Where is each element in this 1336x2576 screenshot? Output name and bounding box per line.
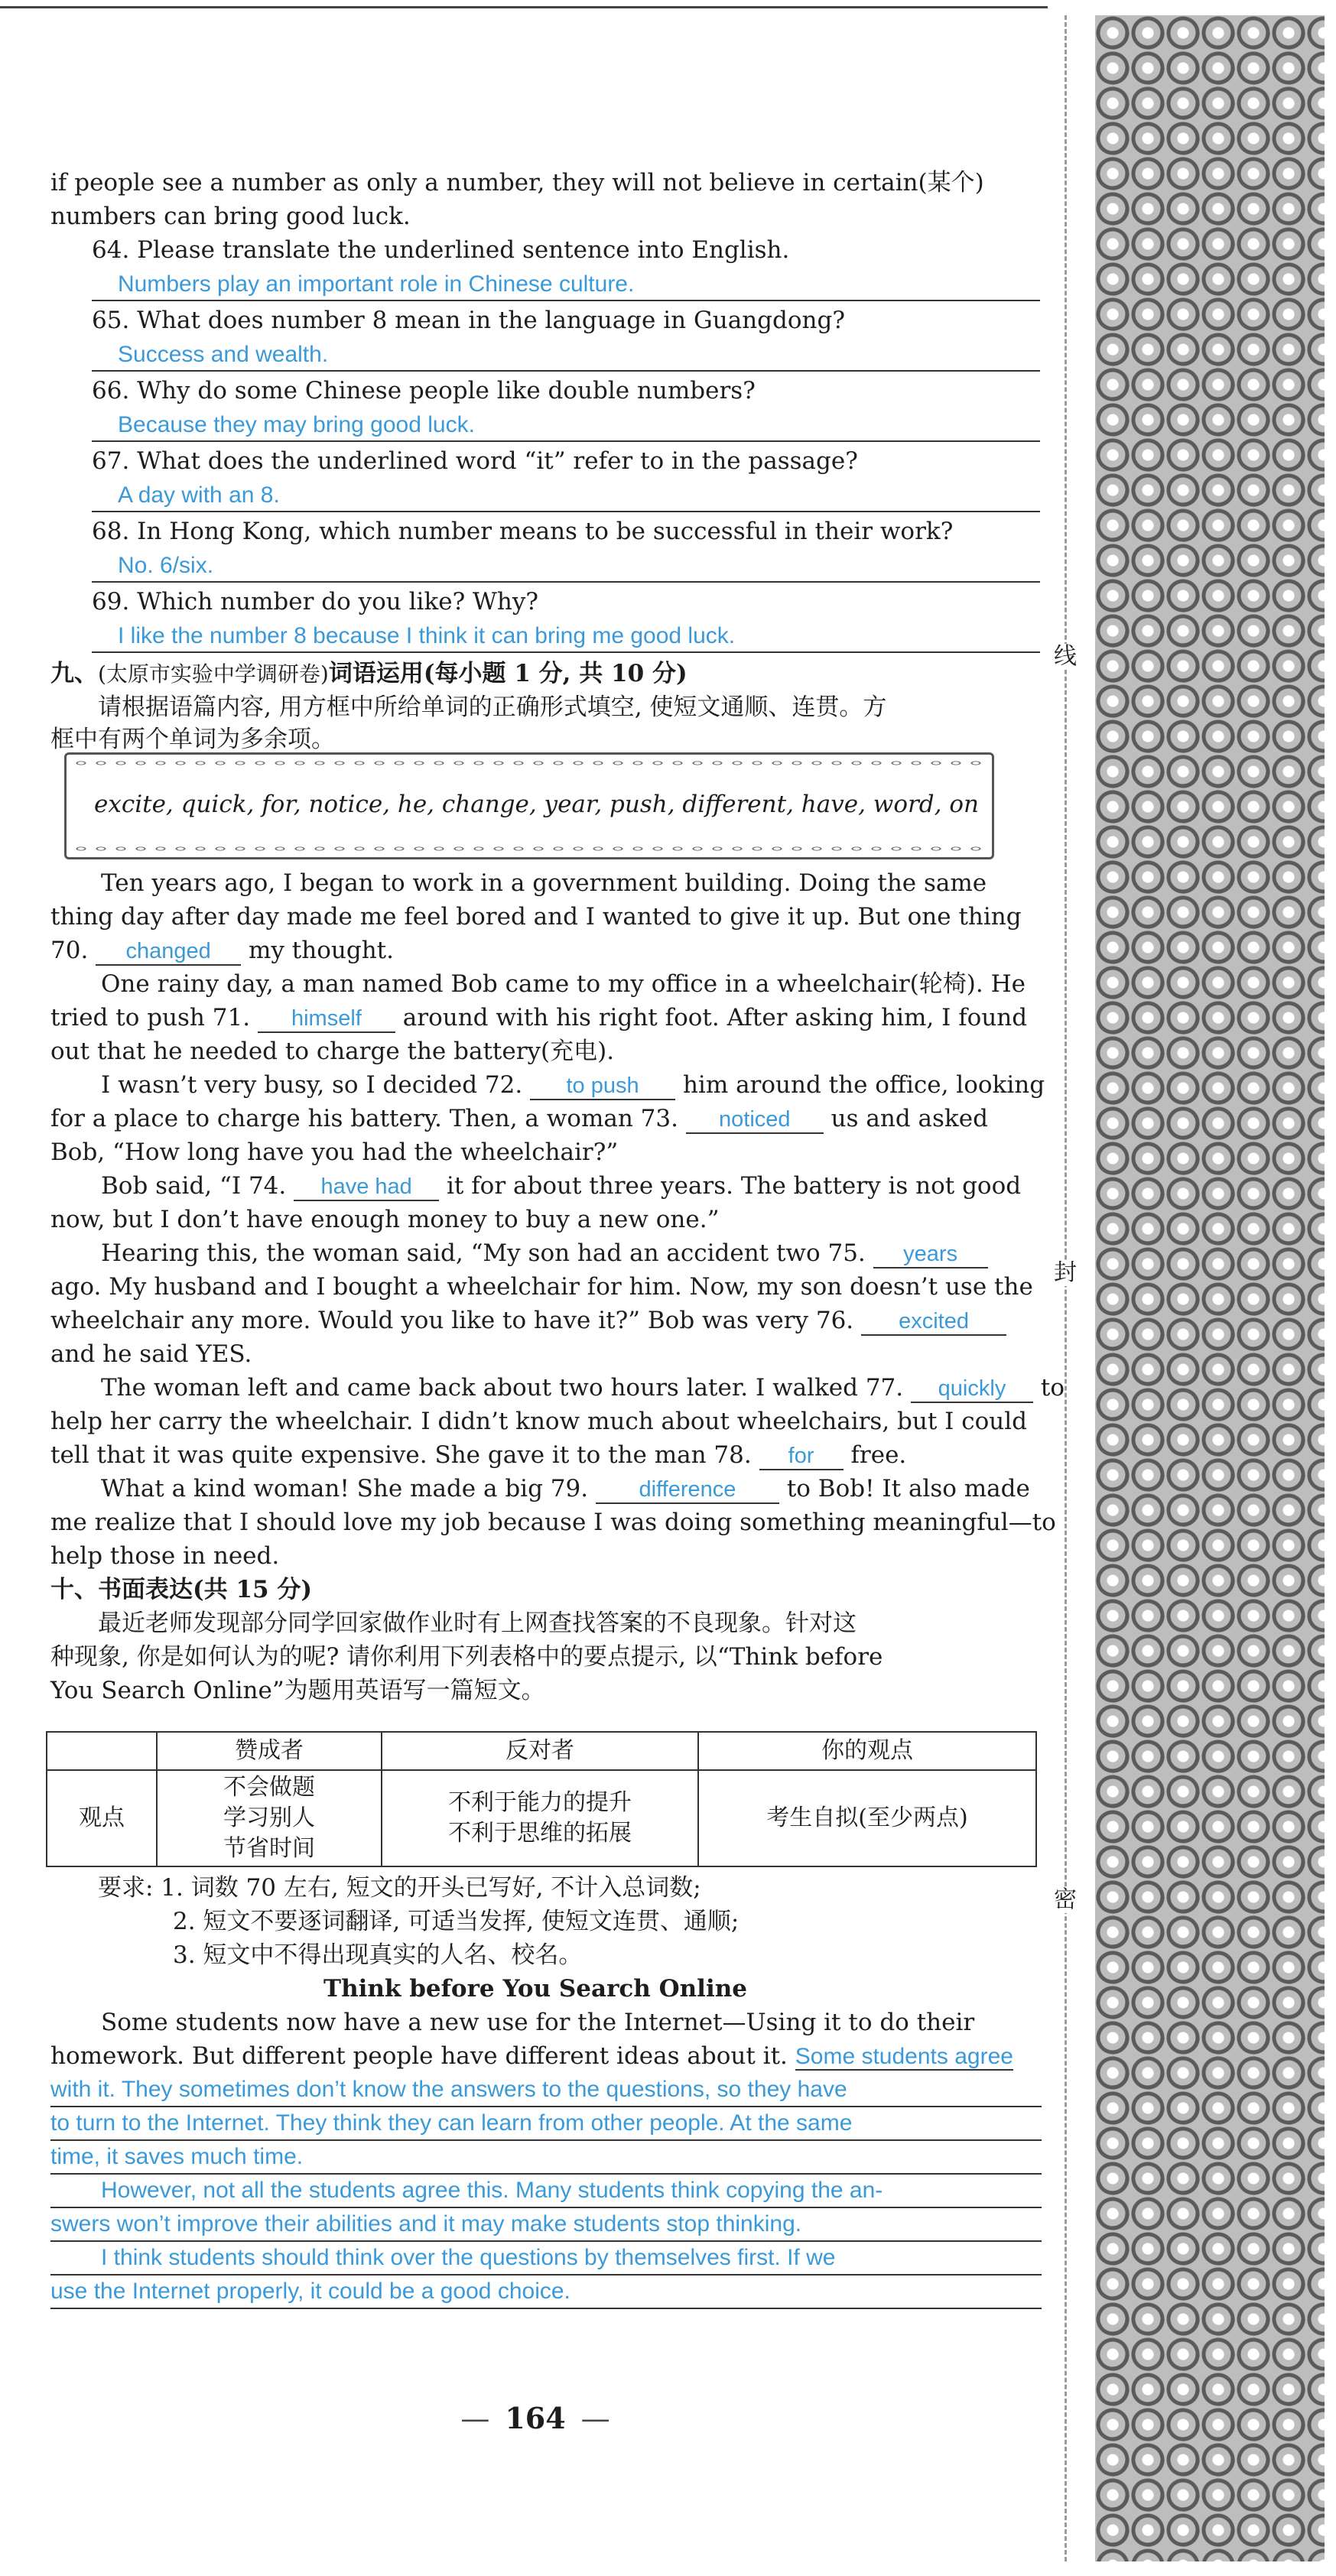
pro-points-cell: 不会做题 学习别人 节省时间: [157, 1770, 382, 1866]
passage-line: Bob, “How long have you had the wheelchair?”: [50, 1139, 619, 1166]
passage-line: thing day after day made me feel bored and I wanted to give it up. But one thing: [50, 903, 1022, 931]
passage-line: help her carry the wheelchair. I didn’t know much about wheelchairs, but I could: [50, 1408, 1028, 1435]
section-10-prompt: 最近老师发现部分同学回家做作业时有上网查找答案的不良现象。针对这: [98, 1610, 857, 1637]
section-10-title: 十、书面表达(共 15 分): [50, 1576, 313, 1603]
requirement-line: 2. 短文不要逐词翻译, 可适当发挥, 使短文连贯、通顺;: [173, 1908, 740, 1935]
table-header-cell: 赞成者: [157, 1732, 382, 1770]
table-row-label: 观点: [47, 1770, 157, 1866]
table-header-cell: [47, 1732, 157, 1770]
essay-answer-line: I think students should think over the questions by themselves first. If we: [50, 2242, 1042, 2276]
passage-line: The woman left and came back about two hours later. I walked 77. quickly to: [101, 1374, 1065, 1402]
answer-67: A day with an 8.: [92, 479, 1040, 512]
table-header-cell: 你的观点: [698, 1732, 1036, 1770]
answer-66: Because they may bring good luck.: [92, 408, 1040, 442]
essay-answer-line: However, not all the students agree this. Many students think copying the an-: [50, 2175, 1042, 2208]
answer-64: Numbers play an important role in Chinese culture.: [92, 268, 1040, 301]
passage-line: out that he needed to charge the battery(充电).: [50, 1038, 615, 1065]
passage-line: Hearing this, the woman said, “My son had an accident two 75. years: [50, 1237, 988, 1269]
word-bank-box: [64, 752, 994, 859]
passage-line: ago. My husband and I bought a wheelchair for him. Now, my son doesn’t use the: [50, 1273, 1033, 1301]
table-row: [47, 1770, 1036, 1866]
essay-answer-line: time, it saves much time.: [50, 2141, 1042, 2175]
answer-65: Success and wealth.: [92, 338, 1040, 372]
blank-75-answer: years: [873, 1241, 988, 1269]
passage-line: tried to push 71. himself around with his right foot. After asking him, I found: [50, 1004, 1028, 1031]
passage-line: help those in need.: [50, 1542, 280, 1570]
essay-answer-line: use the Internet properly, it could be a good choice.: [50, 2276, 1042, 2309]
blank-71-answer: himself: [258, 1005, 395, 1033]
passage-line: What a kind woman! She made a big 79. difference to Bob! It also made: [101, 1475, 1030, 1502]
blank-70-answer: changed: [96, 938, 241, 966]
section-9-instruction: 请根据语篇内容, 用方框中所给单词的正确形式填空, 使短文通顺、连贯。方: [98, 694, 887, 721]
essay-answer-line: with it. They sometimes don’t know the answers to the questions, so they have: [50, 2074, 1042, 2107]
blank-73-answer: noticed: [686, 1106, 824, 1134]
section-9-title: 九、(太原市实验中学调研卷)词语运用(每小题 1 分, 共 10 分): [50, 660, 688, 687]
decorative-pattern-strip: [1095, 15, 1325, 2561]
question-64: 64. Please translate the underlined sentence into English.: [92, 236, 790, 264]
opinion-table: [46, 1731, 1037, 1867]
section-10-prompt: 种现象, 你是如何认为的呢? 请你利用下列表格中的要点提示, 以“Think before: [50, 1643, 883, 1671]
word-bank-words: excite, quick, for, notice, he, change, year, push, different, have, word, on: [94, 791, 979, 818]
table-header-cell: 反对者: [382, 1732, 698, 1770]
intro-line: if people see a number as only a number, they will not believe in certain(某个): [50, 169, 984, 197]
essay-given-line: Some students now have a new use for the Internet—Using it to do their: [101, 2009, 975, 2036]
essay-given-line: homework. But different people have different ideas about it. Some students agree: [50, 2042, 1013, 2070]
blank-78-answer: for: [759, 1443, 844, 1470]
answer-68: No. 6/six.: [92, 549, 1040, 583]
binding-dashed-line: [1065, 15, 1067, 2561]
passage-line: and he said YES.: [50, 1340, 252, 1368]
essay-title: Think before You Search Online: [323, 1975, 747, 2003]
passage-line: Ten years ago, I began to work in a government building. Doing the same: [101, 869, 987, 897]
requirement-line: 要求: 1. 词数 70 左右, 短文的开头已写好, 不计入总词数;: [98, 1874, 701, 1902]
blank-76-answer: excited: [861, 1308, 1006, 1336]
question-67: 67. What does the underlined word “it” refer to in the passage?: [92, 447, 858, 475]
blank-77-answer: quickly: [911, 1376, 1033, 1403]
passage-line: tell that it was quite expensive. She gave it to the man 78. for free.: [50, 1441, 907, 1469]
requirement-line: 3. 短文中不得出现真实的人名、校名。: [173, 1941, 583, 1969]
passage-line: now, but I don’t have enough money to buy a new one.”: [50, 1206, 720, 1233]
essay-answer-line: to turn to the Internet. They think they can learn from other people. At the same: [50, 2107, 1042, 2141]
table-header-row: [47, 1732, 1036, 1770]
passage-line: me realize that I should love my job because I was doing something meaningful—to: [50, 1509, 1056, 1536]
passage-line: 70. changed my thought.: [50, 937, 394, 964]
question-68: 68. In Hong Kong, which number means to be successful in their work?: [92, 518, 954, 545]
binding-mark-mi: 密: [1054, 1886, 1077, 1913]
answer-69: I like the number 8 because I think it can bring me good luck.: [92, 619, 1040, 653]
essay-answer-line: swers won’t improve their abilities and it may make students stop thinking.: [50, 2208, 1042, 2242]
binding-mark-xian: 线: [1054, 643, 1077, 670]
blank-72-answer: to push: [530, 1073, 675, 1100]
passage-line: One rainy day, a man named Bob came to my office in a wheelchair(轮椅). He: [101, 970, 1026, 998]
blank-74-answer: have had: [294, 1174, 439, 1201]
your-opinion-cell: 考生自拟(至少两点): [698, 1770, 1036, 1866]
section-9-instruction: 框中有两个单词为多余项。: [50, 726, 335, 753]
con-points-cell: 不利于能力的提升 不利于思维的拓展: [382, 1770, 698, 1866]
intro-line: numbers can bring good luck.: [50, 203, 411, 230]
passage-line: wheelchair any more. Would you like to have it?” Bob was very 76. excited: [50, 1304, 1006, 1337]
blank-79-answer: difference: [596, 1476, 779, 1504]
question-65: 65. What does number 8 mean in the language in Guangdong?: [92, 307, 845, 334]
question-66: 66. Why do some Chinese people like double numbers?: [92, 377, 756, 404]
passage-line: Bob said, “I 74. have had it for about three years. The battery is not good: [101, 1172, 1022, 1200]
section-10-prompt: You Search Online”为题用英语写一篇短文。: [50, 1677, 545, 1704]
passage-line: I wasn’t very busy, so I decided 72. to push him around the office, looking: [101, 1071, 1045, 1099]
page-number: — 164 —: [460, 2401, 610, 2435]
essay-answer-text: Some students agree: [795, 2044, 1013, 2069]
question-69: 69. Which number do you like? Why?: [92, 588, 539, 616]
top-border-line: [0, 6, 1048, 8]
passage-line: for a place to charge his battery. Then, a woman 73. noticed us and asked: [50, 1105, 988, 1132]
binding-mark-feng: 封: [1054, 1259, 1077, 1286]
